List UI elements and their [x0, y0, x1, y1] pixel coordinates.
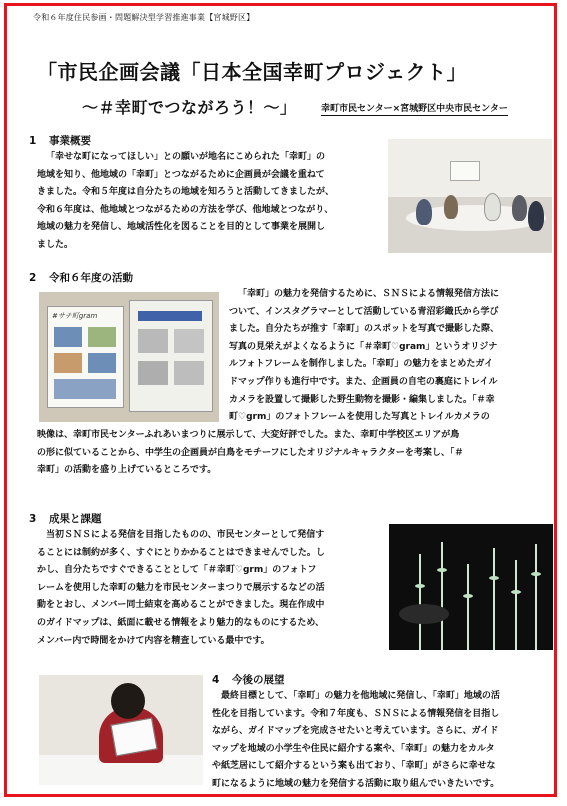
section-3-line: メンバー内で時間をかけて内容を精査している最中です。 — [37, 635, 270, 646]
section-4-line: 最終目標として、「幸町」の魅力を他地域に発信し、「幸町」地域の活 — [221, 691, 500, 701]
section-3-body — [37, 527, 383, 650]
section-4-title: 今後の展望 — [232, 674, 285, 686]
section-1-line: ました。 — [37, 239, 74, 250]
section-4-line: 性化を目指しています。令和７年度も、ＳＮＳによる情報発信を目指し — [212, 708, 500, 719]
section-1-number: 1 — [29, 135, 37, 147]
section-2-line: ついて、インスタグラマーとして活動している青沼彩織氏から学び — [229, 306, 499, 317]
section-1-line: 地域を知り、他地域の「幸町」とつながるために企画員が会議を重ねて — [37, 169, 325, 180]
program-supertitle: 令和６年度住民参画・問題解決型学習推進事業【宮城野区】 — [33, 13, 255, 22]
document-frame — [4, 3, 557, 797]
section-1-line: 令和６年度は、他地域とつながるための方法を学び、他地域とつながり、 — [37, 204, 334, 215]
section-4-line: マップを地域の小学生や住民に紹介する案や、「幸町」の魅力をカルタ — [212, 743, 495, 754]
meeting-photo — [388, 139, 552, 253]
section-1-line: きました。令和５年度は自分たちの地域を知ろうと活動してきましたが、 — [37, 187, 335, 198]
section-3-line: 当初ＳＮＳによる発信を目指したものの、市民センターとして発信す — [46, 530, 325, 540]
section-4-number: 4 — [212, 674, 220, 686]
section-2-body-top — [229, 286, 553, 427]
section-1-body — [37, 149, 381, 255]
section-1-heading — [29, 133, 91, 148]
section-2-line: ドマップ作りも進行中です。また、企画員の自宅の裏庭にトレイル — [229, 376, 498, 387]
section-2-line: 町♡grm」のフォトフレームを使用した写真とトレイルカメラの — [229, 412, 490, 423]
section-2-line: 幸町」の活動を盛り上げているところです。 — [37, 465, 217, 476]
section-2-line: ルフォトフレームを制作しました。「幸町」の魅力をまとめたガイ — [229, 359, 494, 370]
section-2-title: 令和６年度の活動 — [49, 272, 133, 284]
exhibit-photo — [39, 292, 219, 422]
section-2-body-bottom — [37, 427, 553, 480]
page-subtitle: ～＃幸町でつながろう！～」 — [82, 98, 297, 117]
section-2-line: の形に似ていることから、中学生の企画員が白鳥をモチーフにしたオリジナルキャラクターを考案し、「＃ — [37, 447, 464, 458]
section-4-line: 町になるように地域の魅力を発信する活動に取り組んでいきたいです。 — [212, 778, 500, 789]
section-2-number: 2 — [29, 272, 37, 284]
guide-map-photo — [39, 675, 203, 785]
section-3-line: ることには制約が多く、すぐにとりかかることはできませんでした。し — [37, 547, 325, 558]
page-title: 「市民企画会議「日本全国幸町プロジェクト」 — [37, 60, 468, 84]
section-3-title: 成果と課題 — [49, 513, 102, 525]
section-2-heading — [29, 270, 133, 285]
section-2-line: 「幸町」の魅力を発信するために、ＳＮＳによる情報発信方法に — [238, 289, 500, 299]
section-2-line: 写真の見栄えがよくなるように「＃幸町♡gram」というオリジナ — [229, 341, 498, 352]
section-1-title: 事業概要 — [49, 135, 91, 147]
section-3-heading — [29, 511, 102, 526]
section-3-line: 動をとおし、メンバー同士結束を高めることができました。現在作成中 — [37, 600, 325, 611]
board-caption: #サチ町gram — [52, 312, 98, 320]
organizers-label: 幸町市民センター×宮城野区中央市民センター — [321, 101, 508, 116]
section-4-body — [212, 688, 554, 794]
section-4-line: ながら、ガイドマップを完成させたいと考えています。さらに、ガイド — [212, 726, 499, 737]
section-2-line: ました。自分たちが推す「幸町」のスポットを写真で撮影した際、 — [229, 324, 500, 335]
section-2-line: 映像は、幸町市民センターふれあいまつりに展示して、大変好評でした。また、幸町中学校区エリアが鳥 — [37, 430, 460, 440]
trail-camera-photo — [389, 524, 553, 650]
section-1-line: 「幸せな町になってほしい」との願いが地名にこめられた「幸町」の — [46, 152, 326, 162]
section-1-line: 地域の魅力を発信し、地域活性化を図ることを目的として事業を展開し — [37, 222, 326, 233]
section-3-line: のガイドマップは、紙面に載せる情報をより魅力的なものにするため、 — [37, 617, 325, 628]
section-4-heading — [212, 672, 285, 687]
section-3-line: レームを使用した幸町の魅力を市民センターまつりで展示するなどの活 — [37, 582, 325, 593]
section-2-line: カメラを設置して撮影した野生動物を撮影・編集しました。「＃幸 — [229, 394, 495, 405]
section-4-line: や紙芝居にして紹介するという案も出ており、「幸町」がさらに幸せな — [212, 761, 496, 772]
section-3-number: 3 — [29, 513, 37, 525]
section-3-line: かし、自分たちですぐできることとして「＃幸町♡grm」のフォトフ — [37, 565, 317, 576]
